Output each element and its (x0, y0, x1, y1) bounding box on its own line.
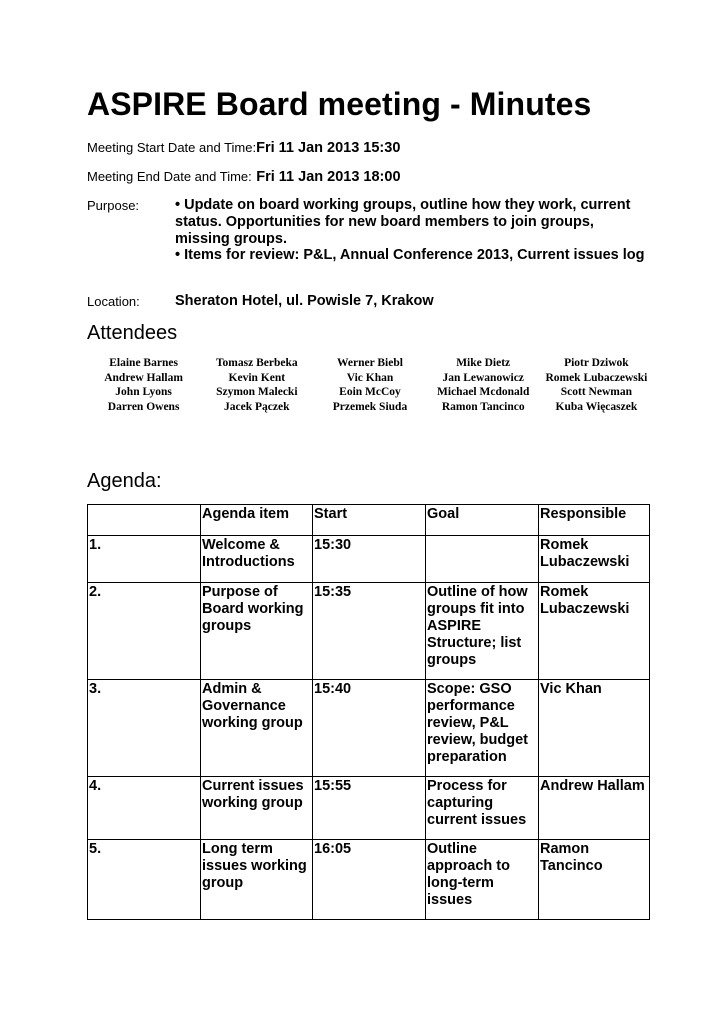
agenda-goal: Scope: GSO performance review, P&L review, budget preparation (426, 680, 539, 777)
attendee-name: Werner Biebl (337, 357, 403, 369)
agenda-item: Welcome & Introductions (201, 536, 313, 583)
table-row (88, 840, 650, 920)
attendee-name: Mike Dietz (456, 357, 511, 369)
attendee-name: Przemek Siuda (332, 400, 408, 413)
attendee-name: Ramon Tancinco (441, 400, 525, 413)
agenda-start: 15:40 (313, 680, 426, 777)
purpose-line: • Items for review: P&L, Annual Conference 2013, Current issues log (175, 247, 645, 264)
agenda-item: Purpose of Board working groups (201, 583, 313, 680)
attendees-heading: Attendees (87, 322, 178, 344)
agenda-start: 15:55 (313, 777, 426, 840)
location-value: Sheraton Hotel, ul. Powisle 7, Krakow (175, 293, 434, 309)
meeting-start-label: Meeting Start Date and Time: (87, 140, 257, 155)
meeting-end-value: Fri 11 Jan 2013 18:00 (256, 169, 401, 185)
agenda-start: 15:30 (313, 536, 426, 583)
agenda-responsible: Romek Lubaczewski (539, 536, 650, 583)
agenda-start: 15:35 (313, 583, 426, 680)
meeting-start-value: Fri 11 Jan 2013 15:30 (256, 140, 401, 156)
attendee-name: Kevin Kent (228, 371, 286, 384)
attendee-name: Darren Owens (107, 400, 180, 413)
attendee-name: Tomasz Berbeka (215, 357, 298, 369)
agenda-item: Current issues working group (201, 777, 313, 840)
agenda-goal (426, 536, 539, 583)
attendee-name: Scott Newman (560, 386, 632, 399)
agenda-heading: Agenda: (87, 470, 162, 492)
attendee-name: Andrew Hallam (104, 371, 183, 384)
agenda-responsible: Andrew Hallam (539, 777, 650, 840)
location-label: Location: (87, 294, 140, 309)
agenda-goal: Outline of how groups fit into ASPIRE Structure; list groups (426, 583, 539, 680)
attendee-name: John Lyons (115, 386, 172, 399)
agenda-goal: Process for capturing current issues (426, 777, 539, 840)
agenda-header-cell: Start (313, 505, 426, 536)
attendee-name: Jan Lewanowicz (442, 371, 524, 384)
agenda-responsible: Romek Lubaczewski (539, 583, 650, 680)
attendee-name: Vic Khan (346, 371, 394, 384)
agenda-item: Long term issues working group (201, 840, 313, 920)
agenda-goal: Outline approach to long-term issues (426, 840, 539, 920)
attendee-name: Szymon Malecki (216, 386, 298, 399)
table-row (88, 680, 650, 777)
table-row (88, 777, 650, 840)
attendee-name: Michael Mcdonald (437, 386, 530, 399)
agenda-header-cell (88, 505, 201, 536)
meeting-end-label: Meeting End Date and Time: (87, 169, 252, 184)
agenda-responsible: Vic Khan (539, 680, 650, 777)
agenda-number: 1. (88, 536, 201, 583)
meeting-end-row (87, 168, 401, 186)
attendee-name: Romek Lubaczewski (545, 371, 648, 384)
attendee-name: Kuba Więcaszek (555, 400, 638, 413)
agenda-header-row (88, 505, 650, 536)
agenda-number: 2. (88, 583, 201, 680)
agenda-header-cell: Agenda item (201, 505, 313, 536)
attendee-name: Eoin McCoy (339, 386, 401, 399)
agenda-responsible: Ramon Tancinco (539, 840, 650, 920)
meeting-start-row (87, 139, 400, 157)
attendee-name: Piotr Dziwok (564, 357, 629, 369)
attendee-name: Elaine Barnes (109, 357, 178, 369)
agenda-number: 3. (88, 680, 201, 777)
agenda-number: 4. (88, 777, 201, 840)
table-row (88, 536, 650, 583)
document-title: ASPIRE Board meeting - Minutes (87, 86, 592, 122)
attendees-list (87, 356, 653, 414)
agenda-table (87, 504, 650, 920)
purpose-label: Purpose: (87, 198, 140, 213)
agenda-header-cell: Responsible (539, 505, 650, 536)
attendee-name: Jacek Pączek (224, 400, 290, 413)
agenda-number: 5. (88, 840, 201, 920)
table-row (88, 583, 650, 680)
agenda-item: Admin & Governance working group (201, 680, 313, 777)
purpose-text (175, 197, 645, 264)
agenda-header-cell: Goal (426, 505, 539, 536)
purpose-line: • Update on board working groups, outline how they work, current status. Opportunities for new board members to join groups, missing groups. (175, 197, 631, 247)
agenda-start: 16:05 (313, 840, 426, 920)
